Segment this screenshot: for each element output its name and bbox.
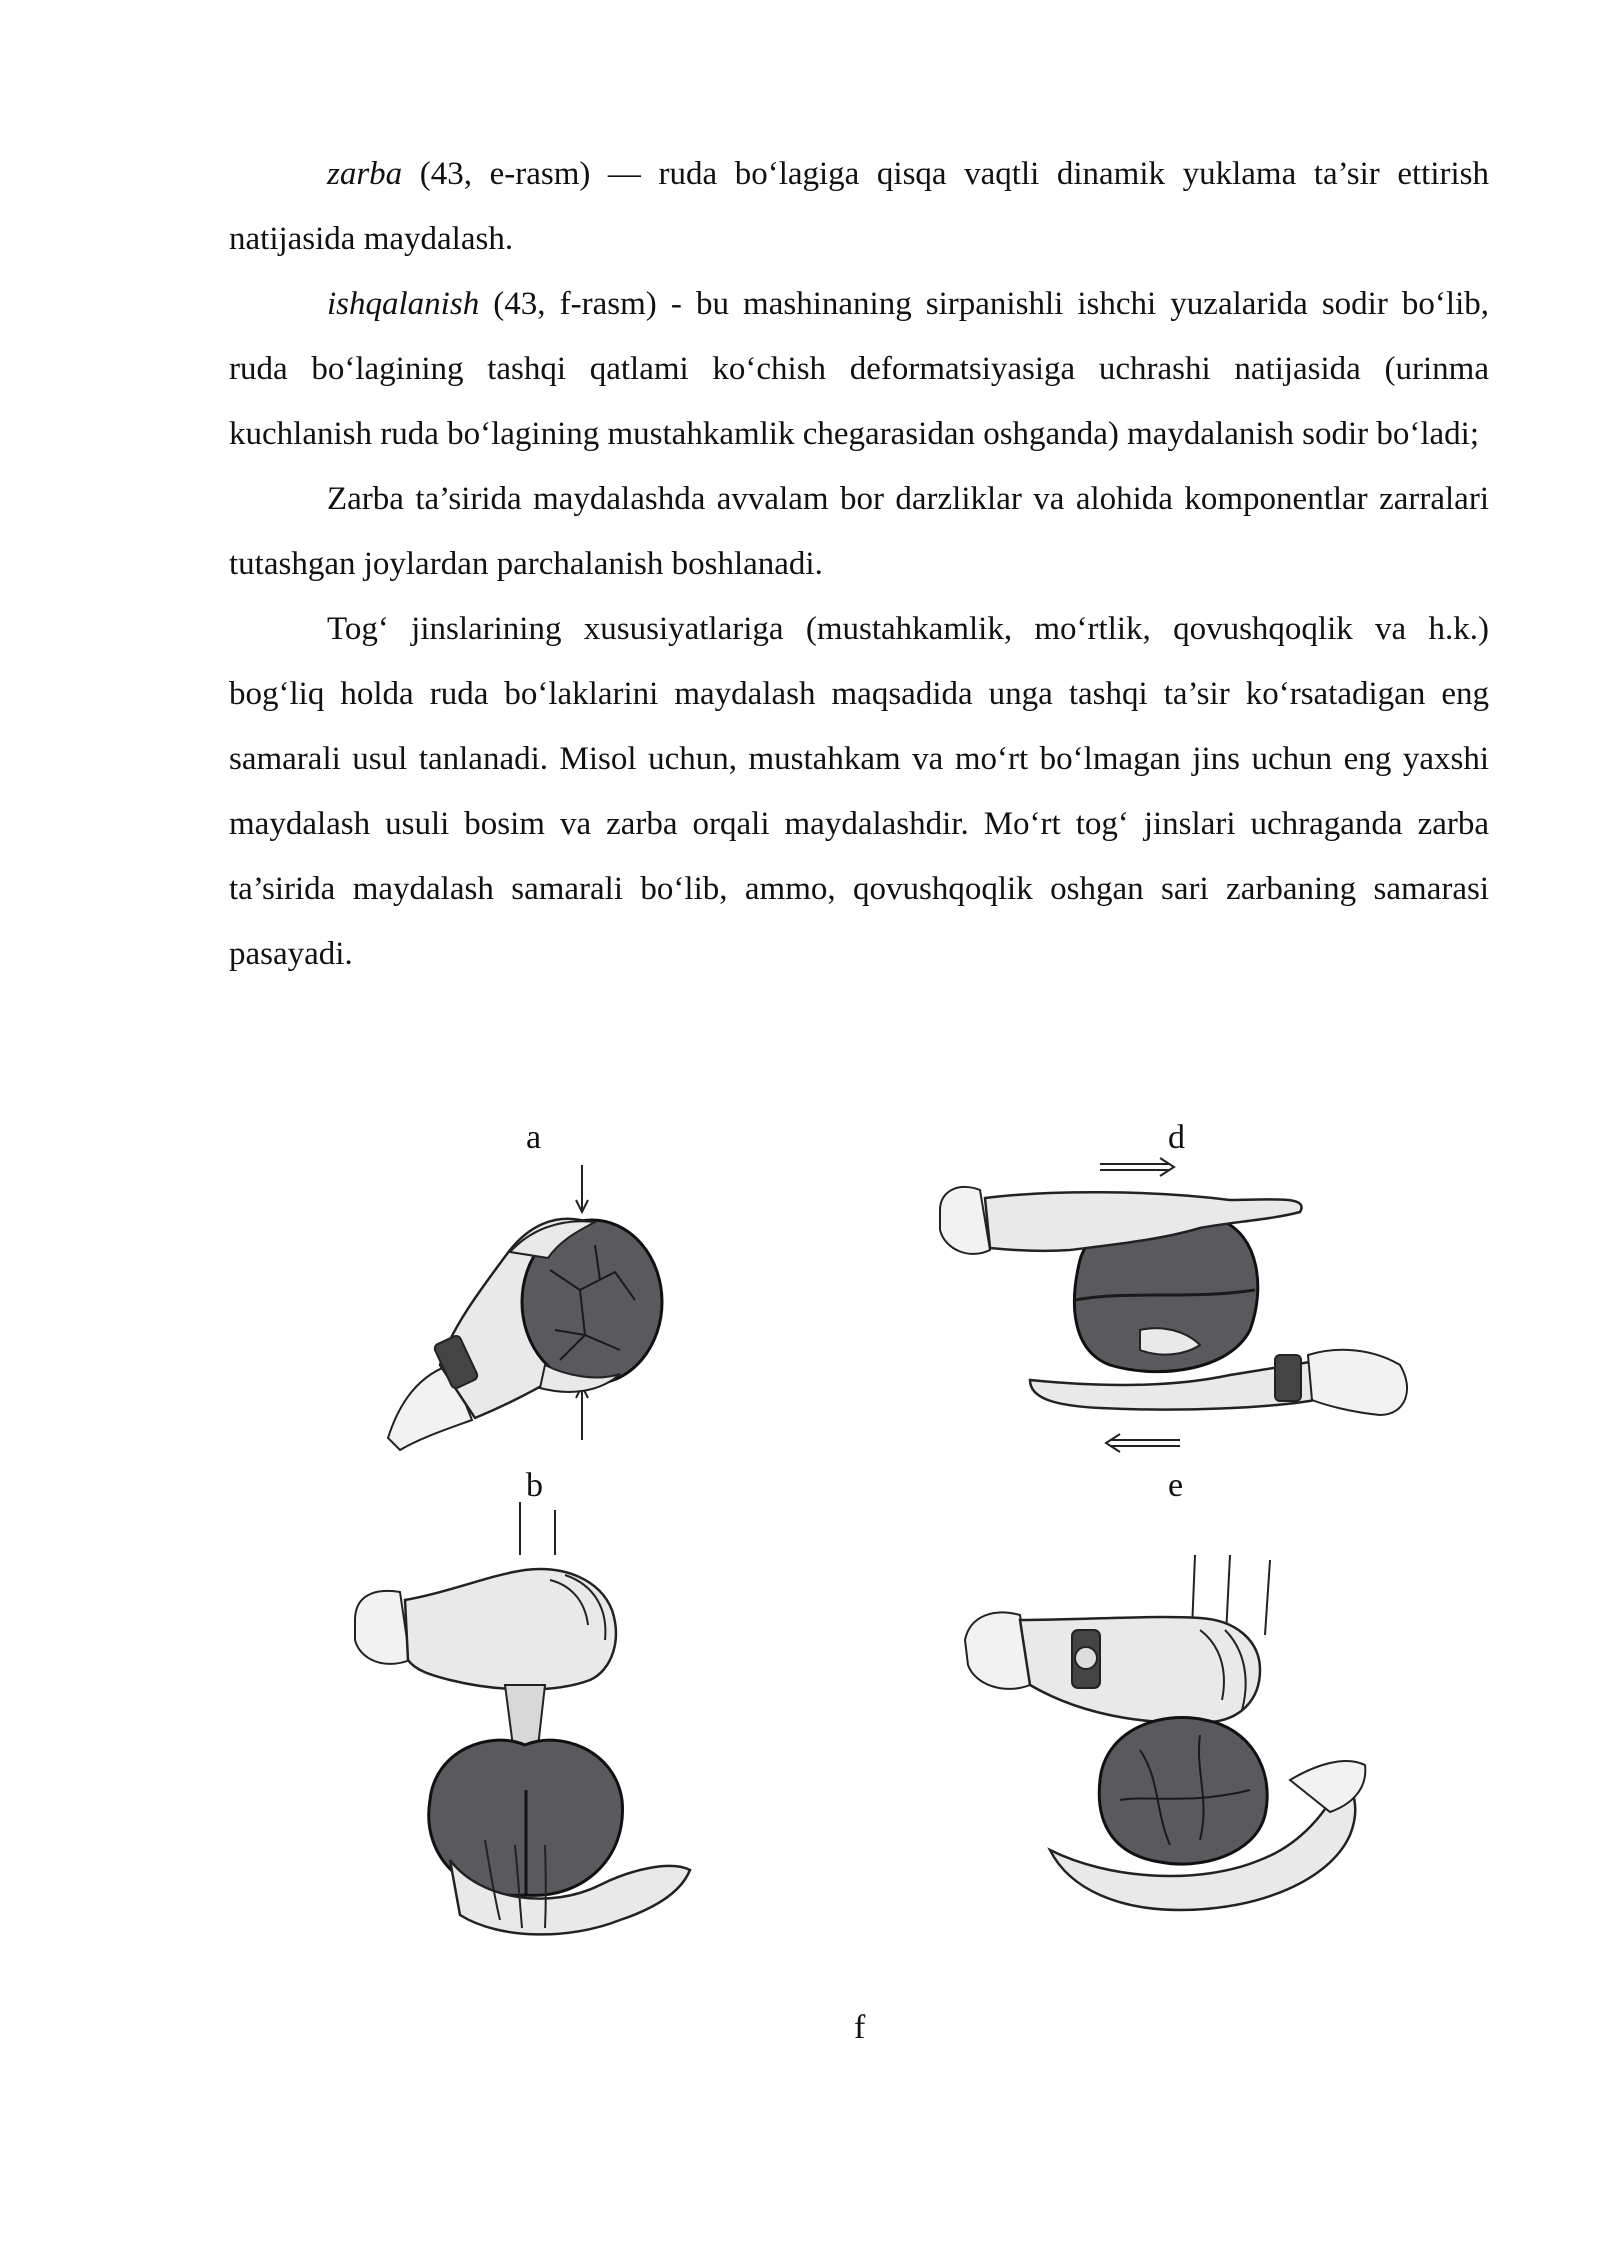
paragraph-ishqalanish: ishqalanish (43, f-rasm) - bu mashinaning sirpanishli ishchi yuzalarida sodir bo‘lib, ruda bo‘lagining tashqi qatlami ko‘chish deformatsiyasiga uchrashi natijasida (urinma kuchlanish ruda bo‘lagining mustahkamlik chegarasidan oshganda) maydalanish sodir bo‘ladi;	[229, 286, 1489, 452]
paragraph-tog-jinslari: Tog‘ jinslarining xususiyatlariga (mustahkamlik, mo‘rtlik, qovushqoqlik va h.k.) bog‘liq holda ruda bo‘laklarini maydalash maqsadida unga tashqi ta’sir ko‘rsatadigan eng samarali usul tanlanadi. Misol uchun, mustahkam va mo‘rt bo‘lmagan jins uchun eng yaxshi maydalash usuli bosim va zarba orqali maydalashdir. Mo‘rt tog‘ jinslari uchraganda zarba ta’sirida maydalash samarali bo‘lib, ammo, qovushqoqlik oshgan sari zarbaning samarasi pasayadi.	[229, 611, 1489, 972]
illustration-compression	[380, 1160, 700, 1460]
illustration-impact	[960, 1550, 1380, 1940]
illustration-splitting	[350, 1500, 710, 1970]
term-zarba: zarba	[327, 156, 403, 192]
paragraph-zarba: zarba (43, e-rasm) — ruda bo‘lagiga qisqa vaqtli dinamik yuklama ta’sir ettirish natijasida maydalash.	[229, 156, 1489, 257]
figure-label-e: e	[1168, 1467, 1184, 1504]
paragraph-zarba-tasirida: Zarba ta’sirida maydalashda avvalam bor darzliklar va alohida komponentlar zarralari tutashgan joylardan parchalanish boshlanadi.	[229, 481, 1489, 582]
figure-label-d: d	[1168, 1119, 1185, 1156]
term-ishqalanish: ishqalanish	[327, 286, 480, 322]
figure-label-a: a	[526, 1119, 542, 1156]
body-text	[229, 142, 1489, 987]
illustration-shear	[930, 1150, 1430, 1460]
figure-label-b: b	[526, 1467, 543, 1504]
figure-label-f: f	[854, 2009, 866, 2046]
